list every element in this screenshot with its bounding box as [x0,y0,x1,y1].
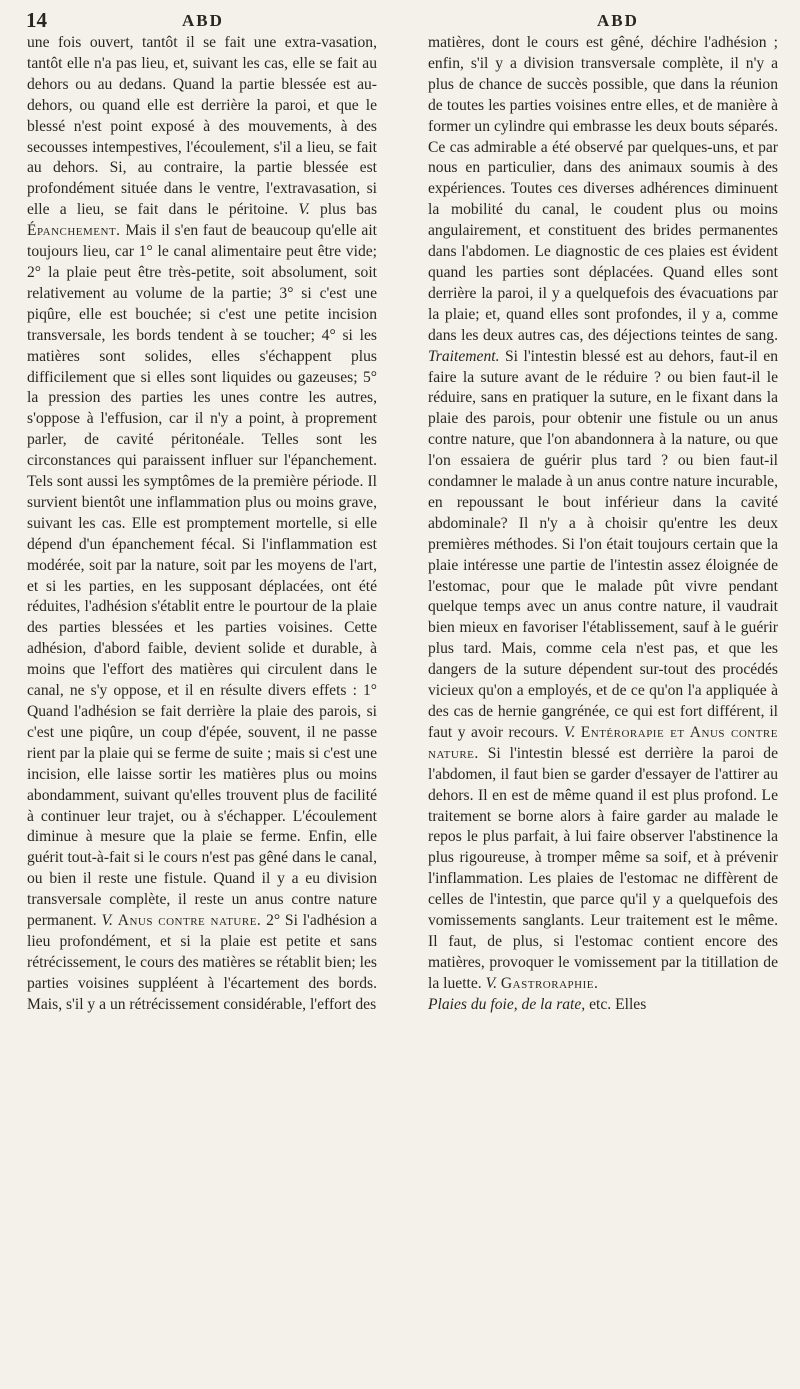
italic-run: V. [298,201,310,219]
text-run: une fois ouvert, tantôt il se fait une extra-vasation, tantôt elle n'a pas lieu, et, suivant les cas, elle se fait au dehors ou au dedans. Quand la partie blessée est au-dehors, ou quand elle est derrière la paroi, et que le blessé n'est point exposé à des mouvements, à des secousses intempestives, l'écoulement, s'il a lieu, se fait au dehors. Si, au contraire, la partie blessée est profondément située dans le ventre, l'extravasation, si elle a lieu, se fait dans le péritoine. [27,34,377,219]
smallcaps-run: Entérorapie et Anus contre nature. [428,723,778,762]
italic-run: V. [101,912,113,930]
left-column [27,33,377,1016]
text-run: Si l'intestin blessé est derrière la paroi de l'abdomen, il faut bien se garder d'essayer de l'attirer au dehors. Il en est de même quand il est plus profond. Le traitement se borne alors à faire garder au malade le repos le plus parfait, à lui faire observer l'abstinence la plus rigoureuse, à tromper même sa soif, et à prévenir l'inflammation. Les plaies de l'estomac ne diffèrent de celles de l'intestin, que parce qu'il y a quelquefois des vomissements sanglants. Leur traitement est le même. Il faut, de plus, si l'estomac contient encore des matières, provoquer le vomissement par la titillation de la luette. [428,744,778,992]
text-run: matières, dont le cours est gêné, déchire l'adhésion ; enfin, s'il y a division transversale complète, il n'y a plus de chance de succès possible, que dans la réunion de toutes les parties voisines entre elles, et de manière à former un cylindre qui embrasse les deux bouts séparés. Ce cas admirable a été observé par quelques-uns, et par nous en particulier, dans des animaux soumis à des expériences. Toutes ces diverses adhérences diminuent la mobilité du canal, le coudent plus ou moins angulairement, et constituent des brides permanentes dans l'abdomen. Le diagnostic de ces plaies est évident quand les parties sont déplacées. Quand elles sont derrière la paroi, il y a quelquefois des évacuations par la plaie; et, quand elles sont profondes, il y a, comme dans les deux autres cas, des déjections teintes de sang. [428,34,778,344]
smallcaps-run: Gastroraphie. [500,974,599,992]
right-column-text [428,33,778,1016]
text-run: etc. Elles [585,995,647,1013]
italic-run: V. [485,974,498,992]
running-head-right: ABD [597,11,639,30]
smallcaps-run: Épanchement. [27,222,121,240]
text-run: Si l'intestin blessé est au dehors, faut-il en faire la suture avant de le réduire ? ou bien faut-il le réduire, sans en pratiquer la suture, en le fixant dans la plaie des parois, pour obtenir une fistule ou un anus contre nature, que l'on abandonnera à la nature, ou que l'on essaiera de guérir plus tard ? ou bien faut-il condamner le malade à un anus contre nature incurable, en repoussant le bout inférieur dans la cavité abdominale? Il n'y a à choisir qu'entre les deux premières méthodes. Si l'on était toujours certain que la plaie intéresse une partie de l'intestin assez éloignée de l'estomac, pour que le malade pût vivre pendant quelque temps avec un anus contre nature, il vaudrait bien mieux en favoriser l'établissement, sauf à le guérir plus tard. Mais, comme cela n'est pas, et que les dangers de la suture dépendent sur-tout des procédés vicieux qu'on a employés, et de ce qu'on l'a appliquée à des cas de hernie gangrénée, ce qui est fort différent, il faut y avoir recours. [428,347,778,741]
page-header [14,8,788,30]
page-number: 14 [26,8,47,32]
right-column [428,33,778,1016]
text-run: 2° Si l'adhésion a lieu profondément, et si la plaie est petite et sans rétrécissement, le cours des matières se rétablit bien; les parties voisines suppléent à l'écartement des bords. Mais, s'il y a un rétrécissement considérable, l'effort des [27,912,377,1013]
italic-run: Plaies du foie, de la rate, [428,995,586,1013]
text-run: plus bas [309,201,378,219]
italic-run: Traitement. [428,347,500,365]
italic-run: V. [563,723,576,741]
smallcaps-run: Anus contre nature. [117,912,262,930]
left-column-text [27,33,377,1016]
text-run: Mais il s'en faut de beaucoup qu'elle ait toujours lieu, car 1° le canal alimentaire peut être vide; 2° la plaie peut être très-petite, soit absolument, soit relativement au volume de la partie; 3° si c'est une piqûre, elle est bouchée; si c'est une petite incision transversale, les bords tendent à se toucher; 4° si les matières sont solides, elles s'échappent plus difficilement que si elles sont liquides ou gazeuses; 5° la pression des parties les unes contre les autres, s'oppose à l'effusion, car il n'y a point, à proprement parler, de cavité péritonéale. Telles sont les circonstances qui paraissent influer sur l'épanchement. Tels sont aussi les symptômes de la première période. Il survient bientôt une inflammation plus ou moins grave, suivant les cas. Elle est promptement mortelle, si elle dépend d'un épanchement fécal. Si l'inflammation est modérée, soit par la nature, soit par les moyens de l'art, et si les parties, en les supposant déplacées, ont été réduites, l'adhésion s'établit entre le pourtour de la plaie des parties blessées et les parties voisines. Cette adhésion, d'abord faible, devient solide et durable, à moins que l'effort des matières qui circulent dans le canal, ne s'y oppose, et il en résulte divers effets : 1° Quand l'adhésion se fait derrière la plaie des parois, si c'est une piqûre, un coup d'épée, souvent, il ne passe rient par la plaie qui se ferme de suite ; mais si c'est une incision, elle laisse sortir les matières plus ou moins abondamment, suivant qu'elles trouvent plus de facilité à continuer leur trajet, ou à s'échapper. L'écoulement diminue à mesure que la plaie se ferme. Enfin, elle guérit tout-à-fait si le cours n'est pas gêné dans le canal, ou bien il reste une fistule. Quand il y a eu division transversale complète, il reste un anus contre nature permanent. [27,222,377,930]
running-head-left: ABD [182,11,224,30]
